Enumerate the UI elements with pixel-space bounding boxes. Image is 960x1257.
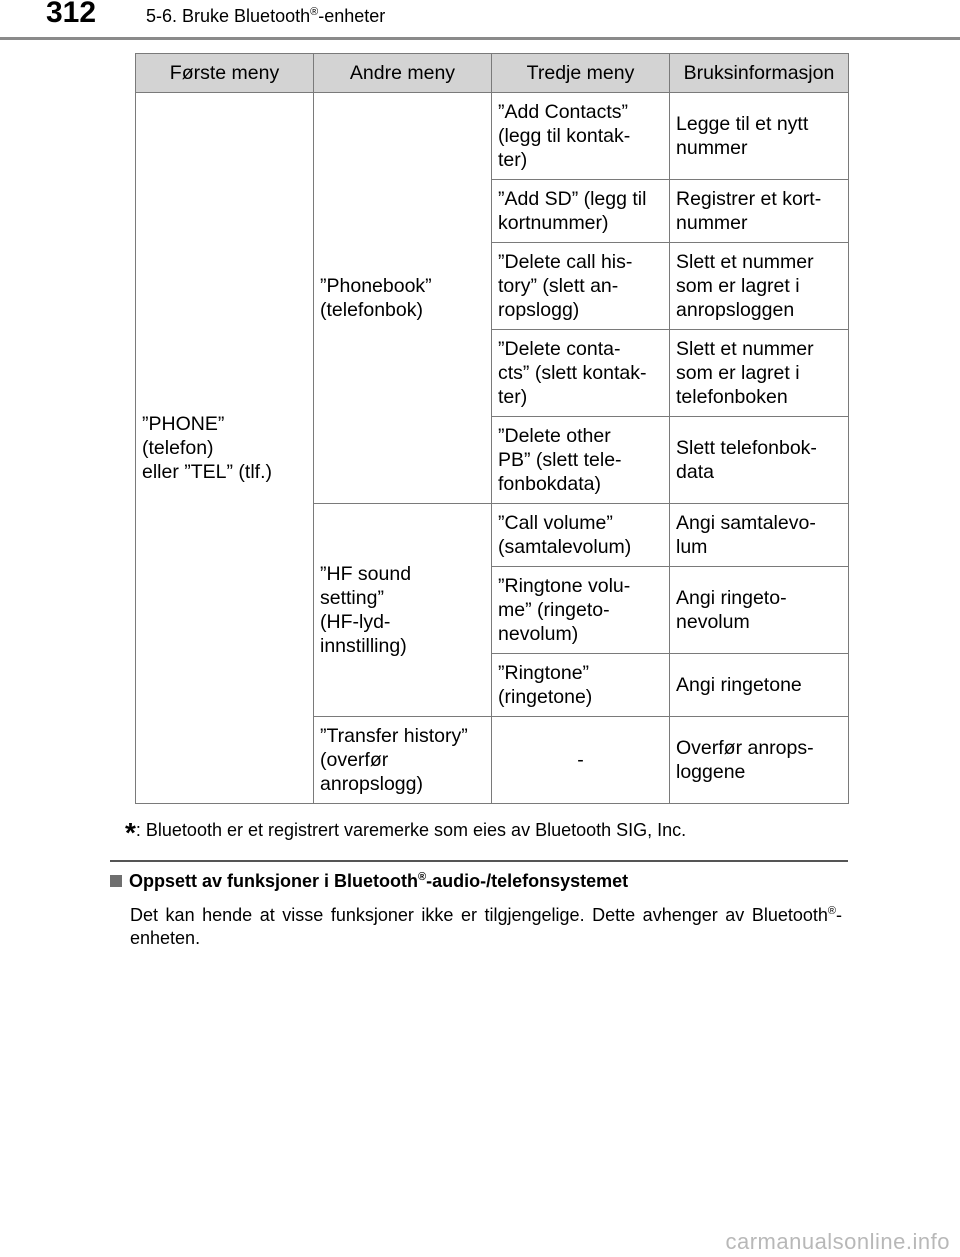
- section-title-suffix: -enheter: [318, 6, 386, 26]
- info-cell: Slett telefonbok- data: [670, 417, 849, 504]
- second-menu-cell: ”HF sound setting” (HF-lyd- innstilling): [314, 504, 492, 717]
- third-menu-cell: ”Add SD” (legg til kortnummer): [492, 180, 670, 243]
- column-header: Første meny: [136, 54, 314, 93]
- header-rule: [0, 37, 960, 40]
- square-bullet-icon: [110, 875, 122, 887]
- footnote-marker: *: [125, 817, 136, 848]
- third-menu-cell: ”Ringtone volu- me” (ringeto- nevolum): [492, 567, 670, 654]
- page-number: 312: [46, 0, 97, 29]
- table-body: [136, 93, 849, 804]
- third-menu-cell: ”Delete call his- tory” (slett an- ropslogg): [492, 243, 670, 330]
- subsection-title-suffix: -audio-/telefonsystemet: [426, 871, 629, 891]
- table-header-row: [136, 54, 849, 93]
- registered-mark: ®: [310, 6, 319, 18]
- column-header: Andre meny: [314, 54, 492, 93]
- third-menu-cell: ”Delete other PB” (slett tele- fonbokdata): [492, 417, 670, 504]
- column-header: Tredje meny: [492, 54, 670, 93]
- body-text-suffix: -enheten.: [130, 905, 842, 948]
- registered-mark: ®: [418, 871, 427, 883]
- info-cell: Angi ringetone: [670, 654, 849, 717]
- info-cell: Registrer et kort- nummer: [670, 180, 849, 243]
- info-cell: Overfør anrops- loggene: [670, 717, 849, 804]
- column-header: Bruksinformasjon: [670, 54, 849, 93]
- footnote: [125, 811, 687, 848]
- subsection-title-prefix: Oppsett av funksjoner i Bluetooth: [129, 871, 419, 891]
- subsection-body: [130, 900, 842, 950]
- section-title-prefix: 5-6. Bruke Bluetooth: [146, 6, 311, 26]
- footnote-text: : Bluetooth er et registrert varemerke som eies av Bluetooth SIG, Inc.: [135, 820, 687, 840]
- third-menu-cell: ”Ringtone” (ringetone): [492, 654, 670, 717]
- second-menu-cell: ”Transfer history” (overfør anropslogg): [314, 717, 492, 804]
- third-menu-cell: ”Call volume” (samtalevolum): [492, 504, 670, 567]
- section-divider: [110, 860, 848, 862]
- body-text-prefix: Det kan hende at visse funksjoner ikke er tilgjengelige. Dette avhenger av Bluetooth: [130, 905, 828, 925]
- third-menu-cell: ”Delete conta- cts” (slett kontak- ter): [492, 330, 670, 417]
- section-title: [146, 6, 385, 27]
- menu-table: [135, 53, 849, 804]
- info-cell: Angi samtalevo- lum: [670, 504, 849, 567]
- first-menu-cell: ”PHONE” (telefon) eller ”TEL” (tlf.): [136, 93, 314, 804]
- subsection-heading: [110, 871, 628, 892]
- table-row: [136, 93, 849, 180]
- info-cell: Legge til et nytt nummer: [670, 93, 849, 180]
- info-cell: Slett et nummer som er lagret i anropsloggen: [670, 243, 849, 330]
- info-cell: Angi ringeto- nevolum: [670, 567, 849, 654]
- second-menu-cell: ”Phonebook” (telefonbok): [314, 93, 492, 504]
- watermark: carmanualsonline.info: [725, 1229, 950, 1254]
- info-cell: Slett et nummer som er lagret i telefonboken: [670, 330, 849, 417]
- registered-mark: ®: [827, 905, 836, 917]
- third-menu-cell: ”Add Contacts” (legg til kontak- ter): [492, 93, 670, 180]
- third-menu-cell: -: [492, 717, 670, 804]
